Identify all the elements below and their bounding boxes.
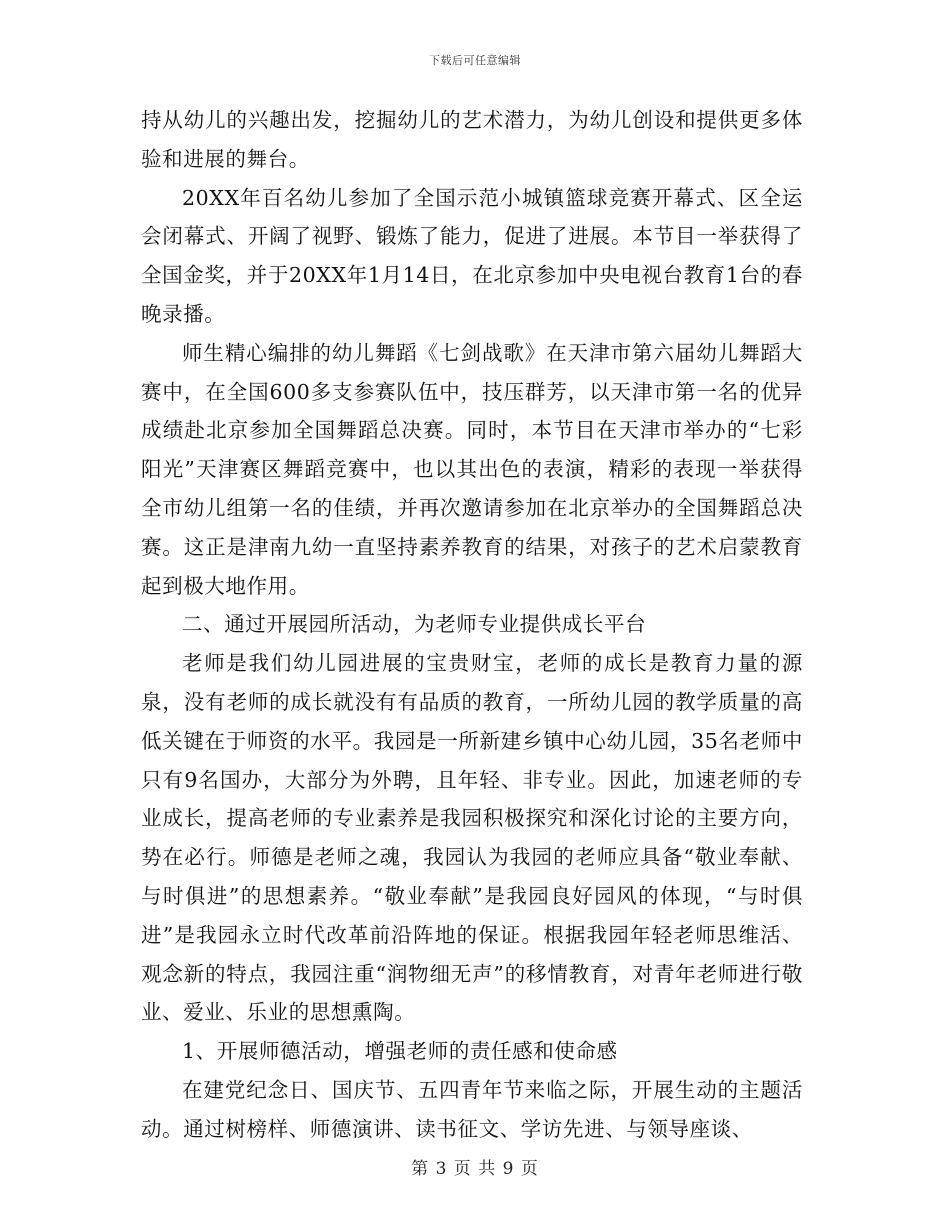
body-text: [141, 101, 803, 1149]
page-header: 下载后可任意编辑: [429, 54, 521, 67]
subsection-heading: 1、开展师德活动，增强老师的责任感和使命感: [182, 1039, 618, 1064]
paragraph-2: 20XX年百名幼儿参加了全国示范小城镇篮球竞赛开幕式、区全运会闭幕式、开阔了视野、锻炼了能力，促进了进展。本节目一举获得了全国金奖，并于20XX年1月14日，在北京参加中央电视台教育1台的春晚录播。: [141, 185, 803, 326]
paragraph-5: 在建党纪念日、国庆节、五四青年节来临之际，开展生动的主题活动。通过树榜样、师德演讲、读书征文、学访先进、与领导座谈、: [141, 1077, 803, 1141]
paragraph-3: 师生精心编排的幼儿舞蹈《七剑战歌》在天津市第六届幼儿舞蹈大赛中，在全国600多支参赛队伍中，技压群芳，以天津市第一名的优异成绩赴北京参加全国舞蹈总决赛。同时，本节目在天津市举办的“七彩阳光”天津赛区舞蹈竞赛中，也以其出色的表演，精彩的表现一举获得全市幼儿组第一名的佳绩，并再次邀请参加在北京举办的全国舞蹈总决赛。这正是津南九幼一直坚持素养教育的结果，对孩子的艺术启蒙教育起到极大地作用。: [141, 340, 803, 598]
paragraph-1: 持从幼儿的兴趣出发，挖掘幼儿的艺术潜力，为幼儿创设和提供更多体验和进展的舞台。: [141, 108, 803, 171]
paragraph-4: 老师是我们幼儿园进展的宝贵财宝，老师的成长是教育力量的源泉，没有老师的成长就没有有品质的教育，一所幼儿园的教学质量的高低关键在于师资的水平。我园是一所新建乡镇中心幼儿园，35名老师中只有9名国办，大部分为外聘，且年轻、非专业。因此，加速老师的专业成长，提高老师的专业素养是我园积极探究和深化讨论的主要方向，势在必行。师德是老师之魂，我园认为我园的老师应具备“敬业奉献、与时俱进”的思想素养。“敬业奉献”是我园良好园风的体现，“与时俱进”是我园永立时代改革前沿阵地的保证。根据我园年轻老师思维活、观念新的特点，我园注重“润物细无声”的移情教育，对青年老师进行敬业、爱业、乐业的思想熏陶。: [141, 651, 803, 1025]
page-number: 第 3 页 共 9 页: [411, 1159, 539, 1179]
section-heading: 二、通过开展园所活动，为老师专业提供成长平台: [182, 612, 647, 637]
